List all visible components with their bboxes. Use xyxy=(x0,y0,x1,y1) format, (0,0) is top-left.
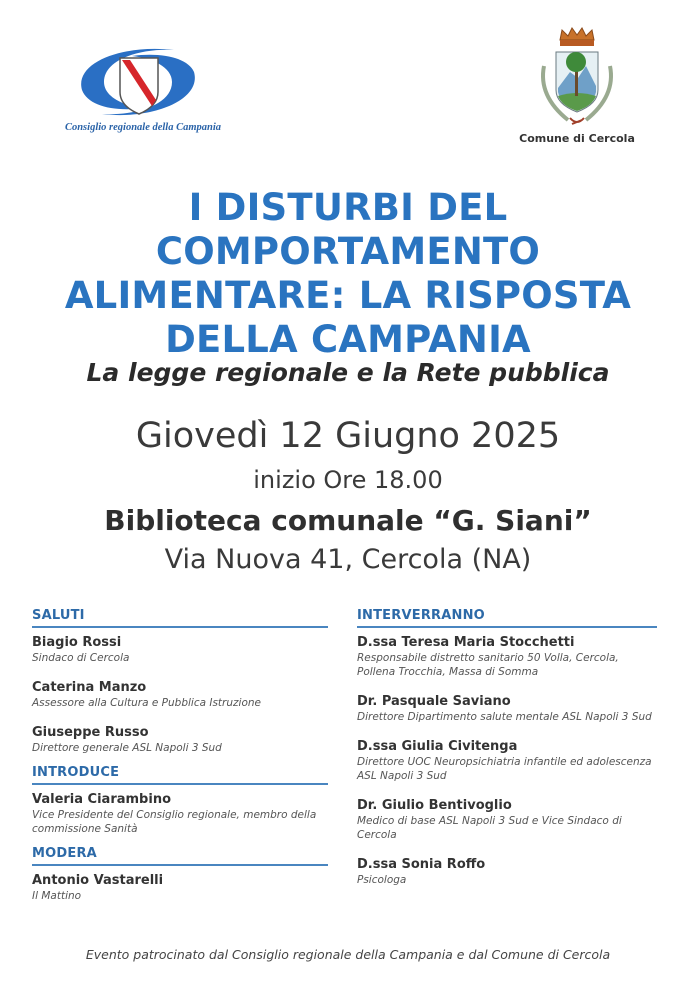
speaker-role: Direttore generale ASL Napoli 3 Sud xyxy=(32,742,222,754)
title-line-3: ALIMENTARE: LA RISPOSTA xyxy=(64,274,632,317)
speaker-role: Sindaco di Cercola xyxy=(32,652,130,664)
speaker-name: D.ssa Teresa Maria Stocchetti xyxy=(357,635,575,650)
speaker xyxy=(32,791,328,836)
speaker xyxy=(32,634,328,665)
section-modera xyxy=(32,846,328,903)
speaker-role: Il Mattino xyxy=(32,890,82,902)
speaker xyxy=(32,724,328,755)
event-subtitle: La legge regionale e la Rete pubblica xyxy=(86,358,610,387)
speaker-role: Responsabile distretto sanitario 50 Volla, Cercola, Pollena Trocchia, Massa di Somma xyxy=(357,652,619,678)
program-left-column xyxy=(32,608,328,917)
speaker xyxy=(357,738,657,783)
speaker-name: Giuseppe Russo xyxy=(32,725,149,740)
municipality-caption: Comune di Cercola xyxy=(519,132,635,145)
speaker xyxy=(357,634,657,679)
section-heading: MODERA xyxy=(32,846,328,866)
event-date: Giovedì 12 Giugno 2025 xyxy=(135,416,561,456)
speaker-name: D.ssa Sonia Roffo xyxy=(357,857,486,872)
regional-council-caption: Consiglio regionale della Campania xyxy=(64,122,222,133)
section-heading: INTRODUCE xyxy=(32,765,328,785)
speaker-role: Assessore alla Cultura e Pubblica Istruzione xyxy=(32,697,261,709)
speaker xyxy=(357,797,657,842)
speaker xyxy=(32,872,328,903)
sponsorship-note: Evento patrocinato dal Consiglio regionale della Campania e dal Comune di Cercola xyxy=(85,947,611,962)
section-heading: INTERVERRANNO xyxy=(357,608,657,628)
speaker-name: Caterina Manzo xyxy=(32,680,147,695)
regional-council-emblem-icon xyxy=(74,42,202,122)
speaker-name: Biagio Rossi xyxy=(32,635,122,650)
speaker-name: Valeria Ciarambino xyxy=(32,792,172,807)
speaker-role: Direttore UOC Neuropsichiatria infantile ed adolescenza ASL Napoli 3 Sud xyxy=(357,756,652,782)
speaker-name: D.ssa Giulia Civitenga xyxy=(357,739,518,754)
event-address: Via Nuova 41, Cercola (NA) xyxy=(164,544,532,575)
event-time: inizio Ore 18.00 xyxy=(253,466,443,494)
section-heading: SALUTI xyxy=(32,608,328,628)
title-line-2: COMPORTAMENTO xyxy=(155,230,541,273)
speaker xyxy=(357,856,657,887)
coat-of-arms-icon xyxy=(532,26,622,130)
speaker-name: Antonio Vastarelli xyxy=(32,873,164,888)
speaker xyxy=(357,693,657,724)
event-venue: Biblioteca comunale “G. Siani” xyxy=(104,504,592,537)
speaker-name: Dr. Giulio Bentivoglio xyxy=(357,798,512,813)
program-right-column xyxy=(357,608,657,901)
speaker-role: Direttore Dipartimento salute mentale ASL Napoli 3 Sud xyxy=(357,711,652,723)
speaker-role: Vice Presidente del Consiglio regionale, membro della commissione Sanità xyxy=(32,809,317,835)
event-title xyxy=(0,186,696,362)
section-interverranno xyxy=(357,608,657,887)
section-saluti xyxy=(32,608,328,755)
speaker-role: Psicologa xyxy=(357,874,407,886)
section-introduce xyxy=(32,765,328,836)
title-line-4: DELLA CAMPANIA xyxy=(165,318,531,361)
regional-council-logo xyxy=(58,42,228,142)
speaker-role: Medico di base ASL Napoli 3 Sud e Vice Sindaco di Cercola xyxy=(357,815,622,841)
title-line-1: I DISTURBI DEL xyxy=(188,186,508,229)
speaker xyxy=(32,679,328,710)
speaker-name: Dr. Pasquale Saviano xyxy=(357,694,511,709)
municipality-logo xyxy=(512,26,642,152)
